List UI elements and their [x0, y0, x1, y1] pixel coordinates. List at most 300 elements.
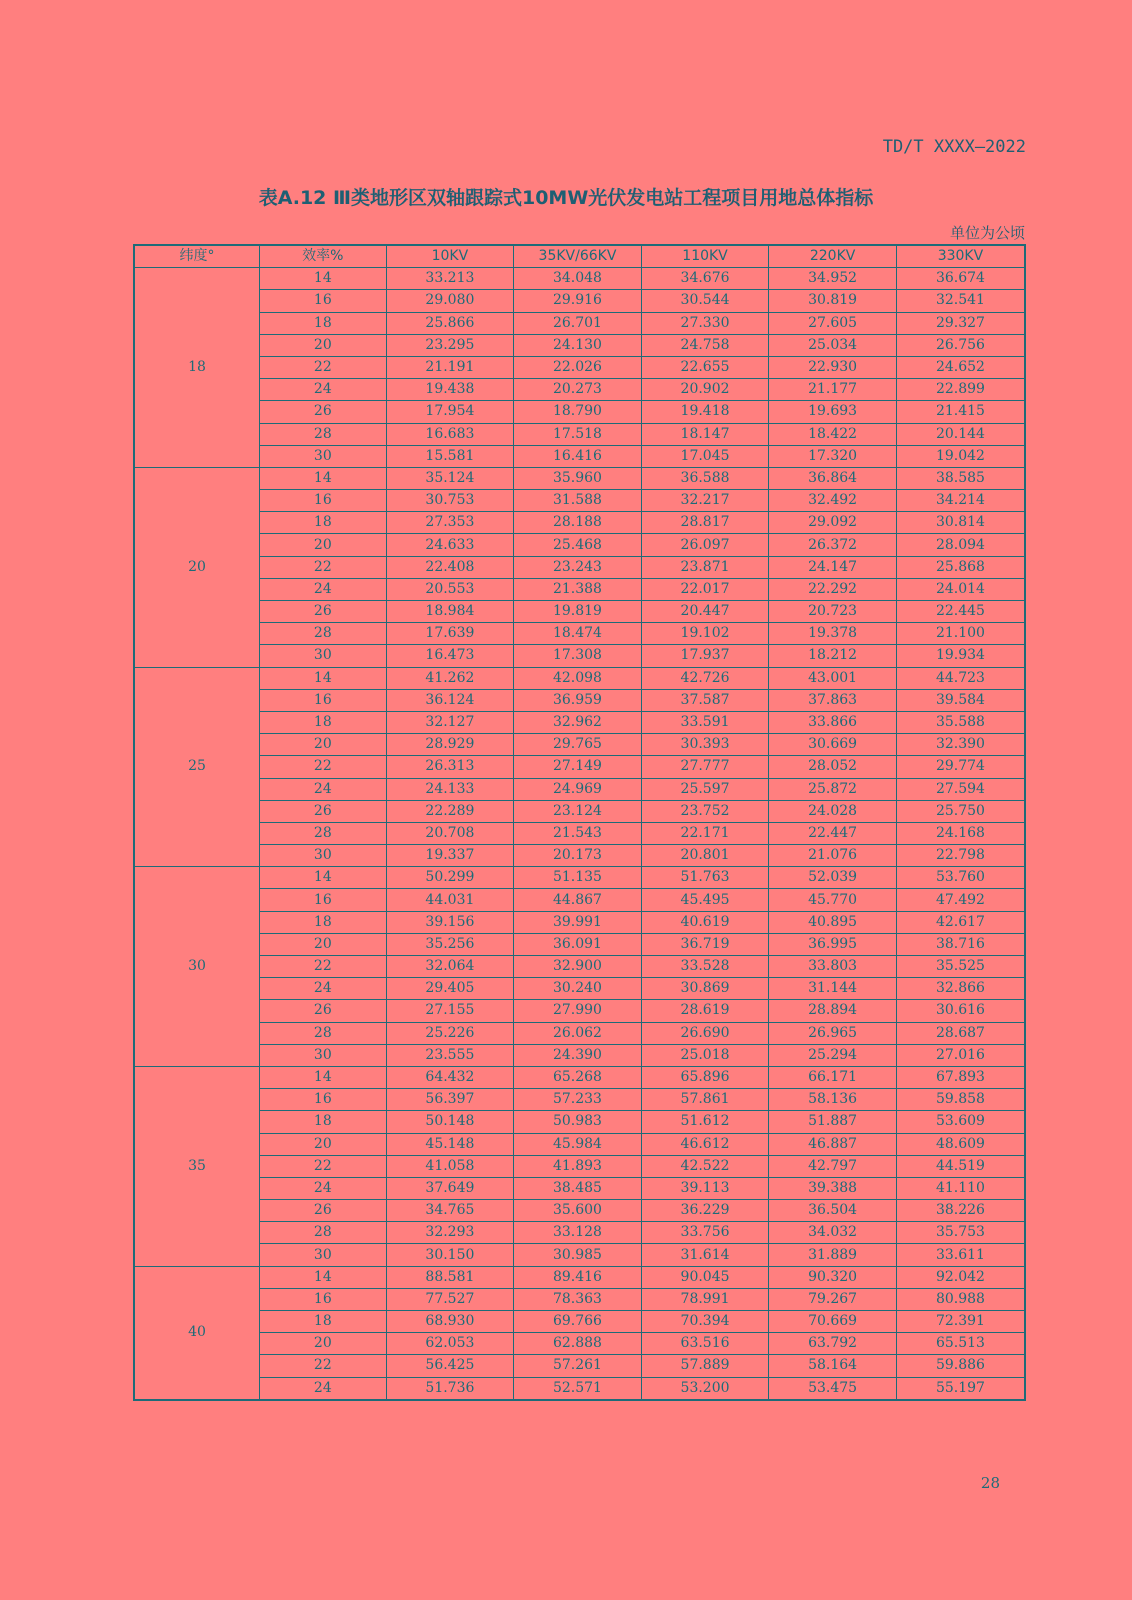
value-cell: 23.295: [386, 334, 514, 356]
value-cell: 45.770: [769, 889, 897, 911]
table-row: [134, 1111, 1025, 1133]
value-cell: 33.611: [896, 1244, 1025, 1266]
latitude-cell: 18: [134, 268, 260, 468]
value-cell: 21.076: [769, 845, 897, 867]
table-row: [134, 578, 1025, 600]
efficiency-cell: 22: [260, 356, 387, 378]
efficiency-cell: 14: [260, 1266, 387, 1288]
value-cell: 70.394: [641, 1311, 769, 1333]
page-number: 28: [980, 1474, 1000, 1492]
value-cell: 50.148: [386, 1111, 514, 1133]
value-cell: 28.817: [641, 512, 769, 534]
efficiency-cell: 16: [260, 290, 387, 312]
value-cell: 28.929: [386, 734, 514, 756]
value-cell: 20.447: [641, 601, 769, 623]
column-header-10kv: 10KV: [386, 245, 514, 268]
value-cell: 24.014: [896, 578, 1025, 600]
efficiency-cell: 20: [260, 1333, 387, 1355]
value-cell: 78.991: [641, 1288, 769, 1310]
efficiency-cell: 22: [260, 756, 387, 778]
value-cell: 57.233: [514, 1089, 642, 1111]
value-cell: 17.045: [641, 445, 769, 467]
value-cell: 21.191: [386, 356, 514, 378]
value-cell: 36.864: [769, 467, 897, 489]
value-cell: 58.164: [769, 1355, 897, 1377]
table-row: [134, 312, 1025, 334]
table-row: [134, 734, 1025, 756]
table-row: [134, 1266, 1025, 1288]
document-code: TD/T XXXX—2022: [882, 137, 1026, 157]
value-cell: 35.753: [896, 1222, 1025, 1244]
table-row: [134, 1066, 1025, 1088]
value-cell: 22.447: [769, 822, 897, 844]
value-cell: 51.736: [386, 1377, 514, 1400]
value-cell: 25.018: [641, 1044, 769, 1066]
value-cell: 23.555: [386, 1044, 514, 1066]
value-cell: 72.391: [896, 1311, 1025, 1333]
value-cell: 35.588: [896, 711, 1025, 733]
value-cell: 17.308: [514, 645, 642, 667]
value-cell: 25.034: [769, 334, 897, 356]
value-cell: 33.528: [641, 956, 769, 978]
value-cell: 26.062: [514, 1022, 642, 1044]
value-cell: 32.217: [641, 490, 769, 512]
value-cell: 22.289: [386, 800, 514, 822]
value-cell: 21.415: [896, 401, 1025, 423]
value-cell: 24.028: [769, 800, 897, 822]
value-cell: 24.130: [514, 334, 642, 356]
value-cell: 57.889: [641, 1355, 769, 1377]
value-cell: 20.173: [514, 845, 642, 867]
efficiency-cell: 24: [260, 1177, 387, 1199]
value-cell: 27.330: [641, 312, 769, 334]
efficiency-cell: 26: [260, 1000, 387, 1022]
value-cell: 22.026: [514, 356, 642, 378]
value-cell: 17.954: [386, 401, 514, 423]
value-cell: 89.416: [514, 1266, 642, 1288]
efficiency-cell: 26: [260, 800, 387, 822]
value-cell: 51.612: [641, 1111, 769, 1133]
latitude-cell: 25: [134, 667, 260, 867]
value-cell: 32.900: [514, 956, 642, 978]
table-row: [134, 1244, 1025, 1266]
efficiency-cell: 18: [260, 1311, 387, 1333]
value-cell: 22.445: [896, 601, 1025, 623]
efficiency-cell: 16: [260, 889, 387, 911]
value-cell: 21.543: [514, 822, 642, 844]
value-cell: 18.422: [769, 423, 897, 445]
value-cell: 21.177: [769, 379, 897, 401]
table-header-row: [134, 245, 1025, 268]
value-cell: 28.094: [896, 534, 1025, 556]
value-cell: 64.432: [386, 1066, 514, 1088]
value-cell: 27.990: [514, 1000, 642, 1022]
value-cell: 65.513: [896, 1333, 1025, 1355]
value-cell: 43.001: [769, 667, 897, 689]
table-row: [134, 778, 1025, 800]
latitude-cell: 40: [134, 1266, 260, 1400]
value-cell: 21.388: [514, 578, 642, 600]
value-cell: 29.080: [386, 290, 514, 312]
value-cell: 57.861: [641, 1089, 769, 1111]
value-cell: 22.171: [641, 822, 769, 844]
value-cell: 66.171: [769, 1066, 897, 1088]
latitude-cell: 30: [134, 867, 260, 1067]
value-cell: 57.261: [514, 1355, 642, 1377]
efficiency-cell: 20: [260, 933, 387, 955]
value-cell: 42.797: [769, 1155, 897, 1177]
value-cell: 36.588: [641, 467, 769, 489]
value-cell: 23.243: [514, 556, 642, 578]
latitude-cell: 35: [134, 1066, 260, 1266]
table-row: [134, 845, 1025, 867]
value-cell: 38.716: [896, 933, 1025, 955]
value-cell: 32.866: [896, 978, 1025, 1000]
value-cell: 51.887: [769, 1111, 897, 1133]
value-cell: 33.128: [514, 1222, 642, 1244]
efficiency-cell: 18: [260, 1111, 387, 1133]
table-row: [134, 445, 1025, 467]
value-cell: 18.212: [769, 645, 897, 667]
table-body: [134, 268, 1025, 1400]
efficiency-cell: 26: [260, 601, 387, 623]
value-cell: 58.136: [769, 1089, 897, 1111]
value-cell: 30.869: [641, 978, 769, 1000]
value-cell: 50.299: [386, 867, 514, 889]
efficiency-cell: 24: [260, 778, 387, 800]
value-cell: 24.147: [769, 556, 897, 578]
value-cell: 36.124: [386, 689, 514, 711]
value-cell: 39.113: [641, 1177, 769, 1199]
value-cell: 37.863: [769, 689, 897, 711]
value-cell: 51.135: [514, 867, 642, 889]
value-cell: 41.110: [896, 1177, 1025, 1199]
value-cell: 24.168: [896, 822, 1025, 844]
value-cell: 44.519: [896, 1155, 1025, 1177]
table-row: [134, 290, 1025, 312]
value-cell: 27.155: [386, 1000, 514, 1022]
value-cell: 30.814: [896, 512, 1025, 534]
table-row: [134, 401, 1025, 423]
value-cell: 24.633: [386, 534, 514, 556]
value-cell: 26.965: [769, 1022, 897, 1044]
value-cell: 79.267: [769, 1288, 897, 1310]
value-cell: 53.475: [769, 1377, 897, 1400]
value-cell: 90.320: [769, 1266, 897, 1288]
value-cell: 24.390: [514, 1044, 642, 1066]
value-cell: 20.553: [386, 578, 514, 600]
value-cell: 25.294: [769, 1044, 897, 1066]
value-cell: 34.676: [641, 268, 769, 290]
efficiency-cell: 18: [260, 711, 387, 733]
value-cell: 22.292: [769, 578, 897, 600]
table-row: [134, 1333, 1025, 1355]
table-row: [134, 689, 1025, 711]
table-row: [134, 1000, 1025, 1022]
value-cell: 23.752: [641, 800, 769, 822]
table-row: [134, 556, 1025, 578]
value-cell: 62.053: [386, 1333, 514, 1355]
value-cell: 50.983: [514, 1111, 642, 1133]
value-cell: 35.600: [514, 1200, 642, 1222]
value-cell: 28.052: [769, 756, 897, 778]
value-cell: 34.765: [386, 1200, 514, 1222]
value-cell: 77.527: [386, 1288, 514, 1310]
efficiency-cell: 14: [260, 467, 387, 489]
value-cell: 29.774: [896, 756, 1025, 778]
efficiency-cell: 18: [260, 512, 387, 534]
value-cell: 39.388: [769, 1177, 897, 1199]
value-cell: 20.273: [514, 379, 642, 401]
table-row: [134, 756, 1025, 778]
value-cell: 35.256: [386, 933, 514, 955]
value-cell: 32.127: [386, 711, 514, 733]
value-cell: 24.758: [641, 334, 769, 356]
table-row: [134, 356, 1025, 378]
value-cell: 88.581: [386, 1266, 514, 1288]
value-cell: 25.866: [386, 312, 514, 334]
efficiency-cell: 30: [260, 645, 387, 667]
table-row: [134, 1222, 1025, 1244]
land-use-index-table: [133, 244, 1026, 1401]
value-cell: 41.893: [514, 1155, 642, 1177]
value-cell: 17.937: [641, 645, 769, 667]
table-row: [134, 534, 1025, 556]
value-cell: 35.525: [896, 956, 1025, 978]
value-cell: 31.588: [514, 490, 642, 512]
value-cell: 16.473: [386, 645, 514, 667]
table-row: [134, 490, 1025, 512]
efficiency-cell: 28: [260, 1222, 387, 1244]
value-cell: 41.058: [386, 1155, 514, 1177]
value-cell: 78.363: [514, 1288, 642, 1310]
value-cell: 27.149: [514, 756, 642, 778]
value-cell: 28.619: [641, 1000, 769, 1022]
efficiency-cell: 18: [260, 911, 387, 933]
value-cell: 67.893: [896, 1066, 1025, 1088]
latitude-cell: 20: [134, 467, 260, 667]
value-cell: 30.616: [896, 1000, 1025, 1022]
column-header-efficiency: 效率%: [260, 245, 387, 268]
value-cell: 17.639: [386, 623, 514, 645]
efficiency-cell: 14: [260, 867, 387, 889]
value-cell: 32.541: [896, 290, 1025, 312]
value-cell: 37.587: [641, 689, 769, 711]
table-row: [134, 1311, 1025, 1333]
value-cell: 59.886: [896, 1355, 1025, 1377]
efficiency-cell: 22: [260, 1155, 387, 1177]
value-cell: 25.468: [514, 534, 642, 556]
table-row: [134, 911, 1025, 933]
value-cell: 33.803: [769, 956, 897, 978]
value-cell: 32.064: [386, 956, 514, 978]
value-cell: 22.655: [641, 356, 769, 378]
value-cell: 56.425: [386, 1355, 514, 1377]
value-cell: 31.889: [769, 1244, 897, 1266]
value-cell: 32.293: [386, 1222, 514, 1244]
table-row: [134, 268, 1025, 290]
value-cell: 38.226: [896, 1200, 1025, 1222]
value-cell: 35.960: [514, 467, 642, 489]
value-cell: 26.690: [641, 1022, 769, 1044]
efficiency-cell: 18: [260, 312, 387, 334]
value-cell: 18.984: [386, 601, 514, 623]
value-cell: 24.652: [896, 356, 1025, 378]
value-cell: 17.518: [514, 423, 642, 445]
value-cell: 59.858: [896, 1089, 1025, 1111]
value-cell: 53.609: [896, 1111, 1025, 1133]
value-cell: 25.750: [896, 800, 1025, 822]
value-cell: 18.474: [514, 623, 642, 645]
efficiency-cell: 30: [260, 1244, 387, 1266]
value-cell: 25.872: [769, 778, 897, 800]
value-cell: 53.760: [896, 867, 1025, 889]
value-cell: 18.790: [514, 401, 642, 423]
unit-label: 单位为公顷: [949, 224, 1025, 242]
value-cell: 36.995: [769, 933, 897, 955]
value-cell: 32.390: [896, 734, 1025, 756]
efficiency-cell: 22: [260, 956, 387, 978]
value-cell: 30.819: [769, 290, 897, 312]
value-cell: 30.393: [641, 734, 769, 756]
value-cell: 47.492: [896, 889, 1025, 911]
efficiency-cell: 30: [260, 445, 387, 467]
efficiency-cell: 24: [260, 578, 387, 600]
value-cell: 19.042: [896, 445, 1025, 467]
table-row: [134, 1177, 1025, 1199]
value-cell: 19.934: [896, 645, 1025, 667]
table-row: [134, 1377, 1025, 1400]
value-cell: 46.887: [769, 1133, 897, 1155]
efficiency-cell: 20: [260, 734, 387, 756]
value-cell: 56.397: [386, 1089, 514, 1111]
table-row: [134, 512, 1025, 534]
value-cell: 48.609: [896, 1133, 1025, 1155]
value-cell: 52.039: [769, 867, 897, 889]
value-cell: 24.133: [386, 778, 514, 800]
value-cell: 45.495: [641, 889, 769, 911]
value-cell: 15.581: [386, 445, 514, 467]
value-cell: 26.701: [514, 312, 642, 334]
efficiency-cell: 28: [260, 623, 387, 645]
value-cell: 39.156: [386, 911, 514, 933]
value-cell: 30.753: [386, 490, 514, 512]
table-row: [134, 711, 1025, 733]
value-cell: 38.485: [514, 1177, 642, 1199]
value-cell: 23.124: [514, 800, 642, 822]
table-row: [134, 379, 1025, 401]
value-cell: 29.916: [514, 290, 642, 312]
table-row: [134, 467, 1025, 489]
value-cell: 16.683: [386, 423, 514, 445]
value-cell: 20.708: [386, 822, 514, 844]
value-cell: 22.930: [769, 356, 897, 378]
efficiency-cell: 20: [260, 1133, 387, 1155]
value-cell: 33.213: [386, 268, 514, 290]
efficiency-cell: 16: [260, 1288, 387, 1310]
table-row: [134, 667, 1025, 689]
value-cell: 36.959: [514, 689, 642, 711]
table-row: [134, 978, 1025, 1000]
value-cell: 52.571: [514, 1377, 642, 1400]
value-cell: 19.337: [386, 845, 514, 867]
value-cell: 34.048: [514, 268, 642, 290]
value-cell: 25.597: [641, 778, 769, 800]
value-cell: 27.353: [386, 512, 514, 534]
value-cell: 33.591: [641, 711, 769, 733]
column-header-35kv-66kv: 35KV/66KV: [514, 245, 642, 268]
value-cell: 18.147: [641, 423, 769, 445]
table-row: [134, 1200, 1025, 1222]
value-cell: 27.605: [769, 312, 897, 334]
table-row: [134, 889, 1025, 911]
value-cell: 44.031: [386, 889, 514, 911]
table-row: [134, 1288, 1025, 1310]
efficiency-cell: 16: [260, 490, 387, 512]
value-cell: 29.327: [896, 312, 1025, 334]
value-cell: 65.268: [514, 1066, 642, 1088]
value-cell: 35.124: [386, 467, 514, 489]
value-cell: 42.726: [641, 667, 769, 689]
value-cell: 36.091: [514, 933, 642, 955]
value-cell: 27.777: [641, 756, 769, 778]
value-cell: 19.693: [769, 401, 897, 423]
value-cell: 33.866: [769, 711, 897, 733]
value-cell: 62.888: [514, 1333, 642, 1355]
value-cell: 24.969: [514, 778, 642, 800]
column-header-latitude: 纬度°: [134, 245, 260, 268]
value-cell: 19.418: [641, 401, 769, 423]
value-cell: 44.867: [514, 889, 642, 911]
value-cell: 29.405: [386, 978, 514, 1000]
value-cell: 30.150: [386, 1244, 514, 1266]
value-cell: 30.985: [514, 1244, 642, 1266]
value-cell: 31.614: [641, 1244, 769, 1266]
value-cell: 28.894: [769, 1000, 897, 1022]
efficiency-cell: 28: [260, 1022, 387, 1044]
value-cell: 36.719: [641, 933, 769, 955]
value-cell: 45.984: [514, 1133, 642, 1155]
efficiency-cell: 16: [260, 689, 387, 711]
efficiency-cell: 26: [260, 401, 387, 423]
value-cell: 40.619: [641, 911, 769, 933]
table-row: [134, 601, 1025, 623]
value-cell: 16.416: [514, 445, 642, 467]
efficiency-cell: 28: [260, 423, 387, 445]
value-cell: 20.801: [641, 845, 769, 867]
efficiency-cell: 22: [260, 556, 387, 578]
value-cell: 22.408: [386, 556, 514, 578]
value-cell: 19.438: [386, 379, 514, 401]
value-cell: 69.766: [514, 1311, 642, 1333]
value-cell: 46.612: [641, 1133, 769, 1155]
value-cell: 36.229: [641, 1200, 769, 1222]
value-cell: 28.188: [514, 512, 642, 534]
value-cell: 55.197: [896, 1377, 1025, 1400]
value-cell: 29.765: [514, 734, 642, 756]
value-cell: 22.899: [896, 379, 1025, 401]
value-cell: 25.868: [896, 556, 1025, 578]
table-title: 表A.12 Ⅲ类地形区双轴跟踪式10MW光伏发电站工程项目用地总体指标: [258, 187, 874, 209]
value-cell: 34.032: [769, 1222, 897, 1244]
efficiency-cell: 14: [260, 1066, 387, 1088]
efficiency-cell: 20: [260, 534, 387, 556]
table-row: [134, 800, 1025, 822]
value-cell: 42.098: [514, 667, 642, 689]
value-cell: 29.092: [769, 512, 897, 534]
efficiency-cell: 24: [260, 1377, 387, 1400]
table-row: [134, 1022, 1025, 1044]
